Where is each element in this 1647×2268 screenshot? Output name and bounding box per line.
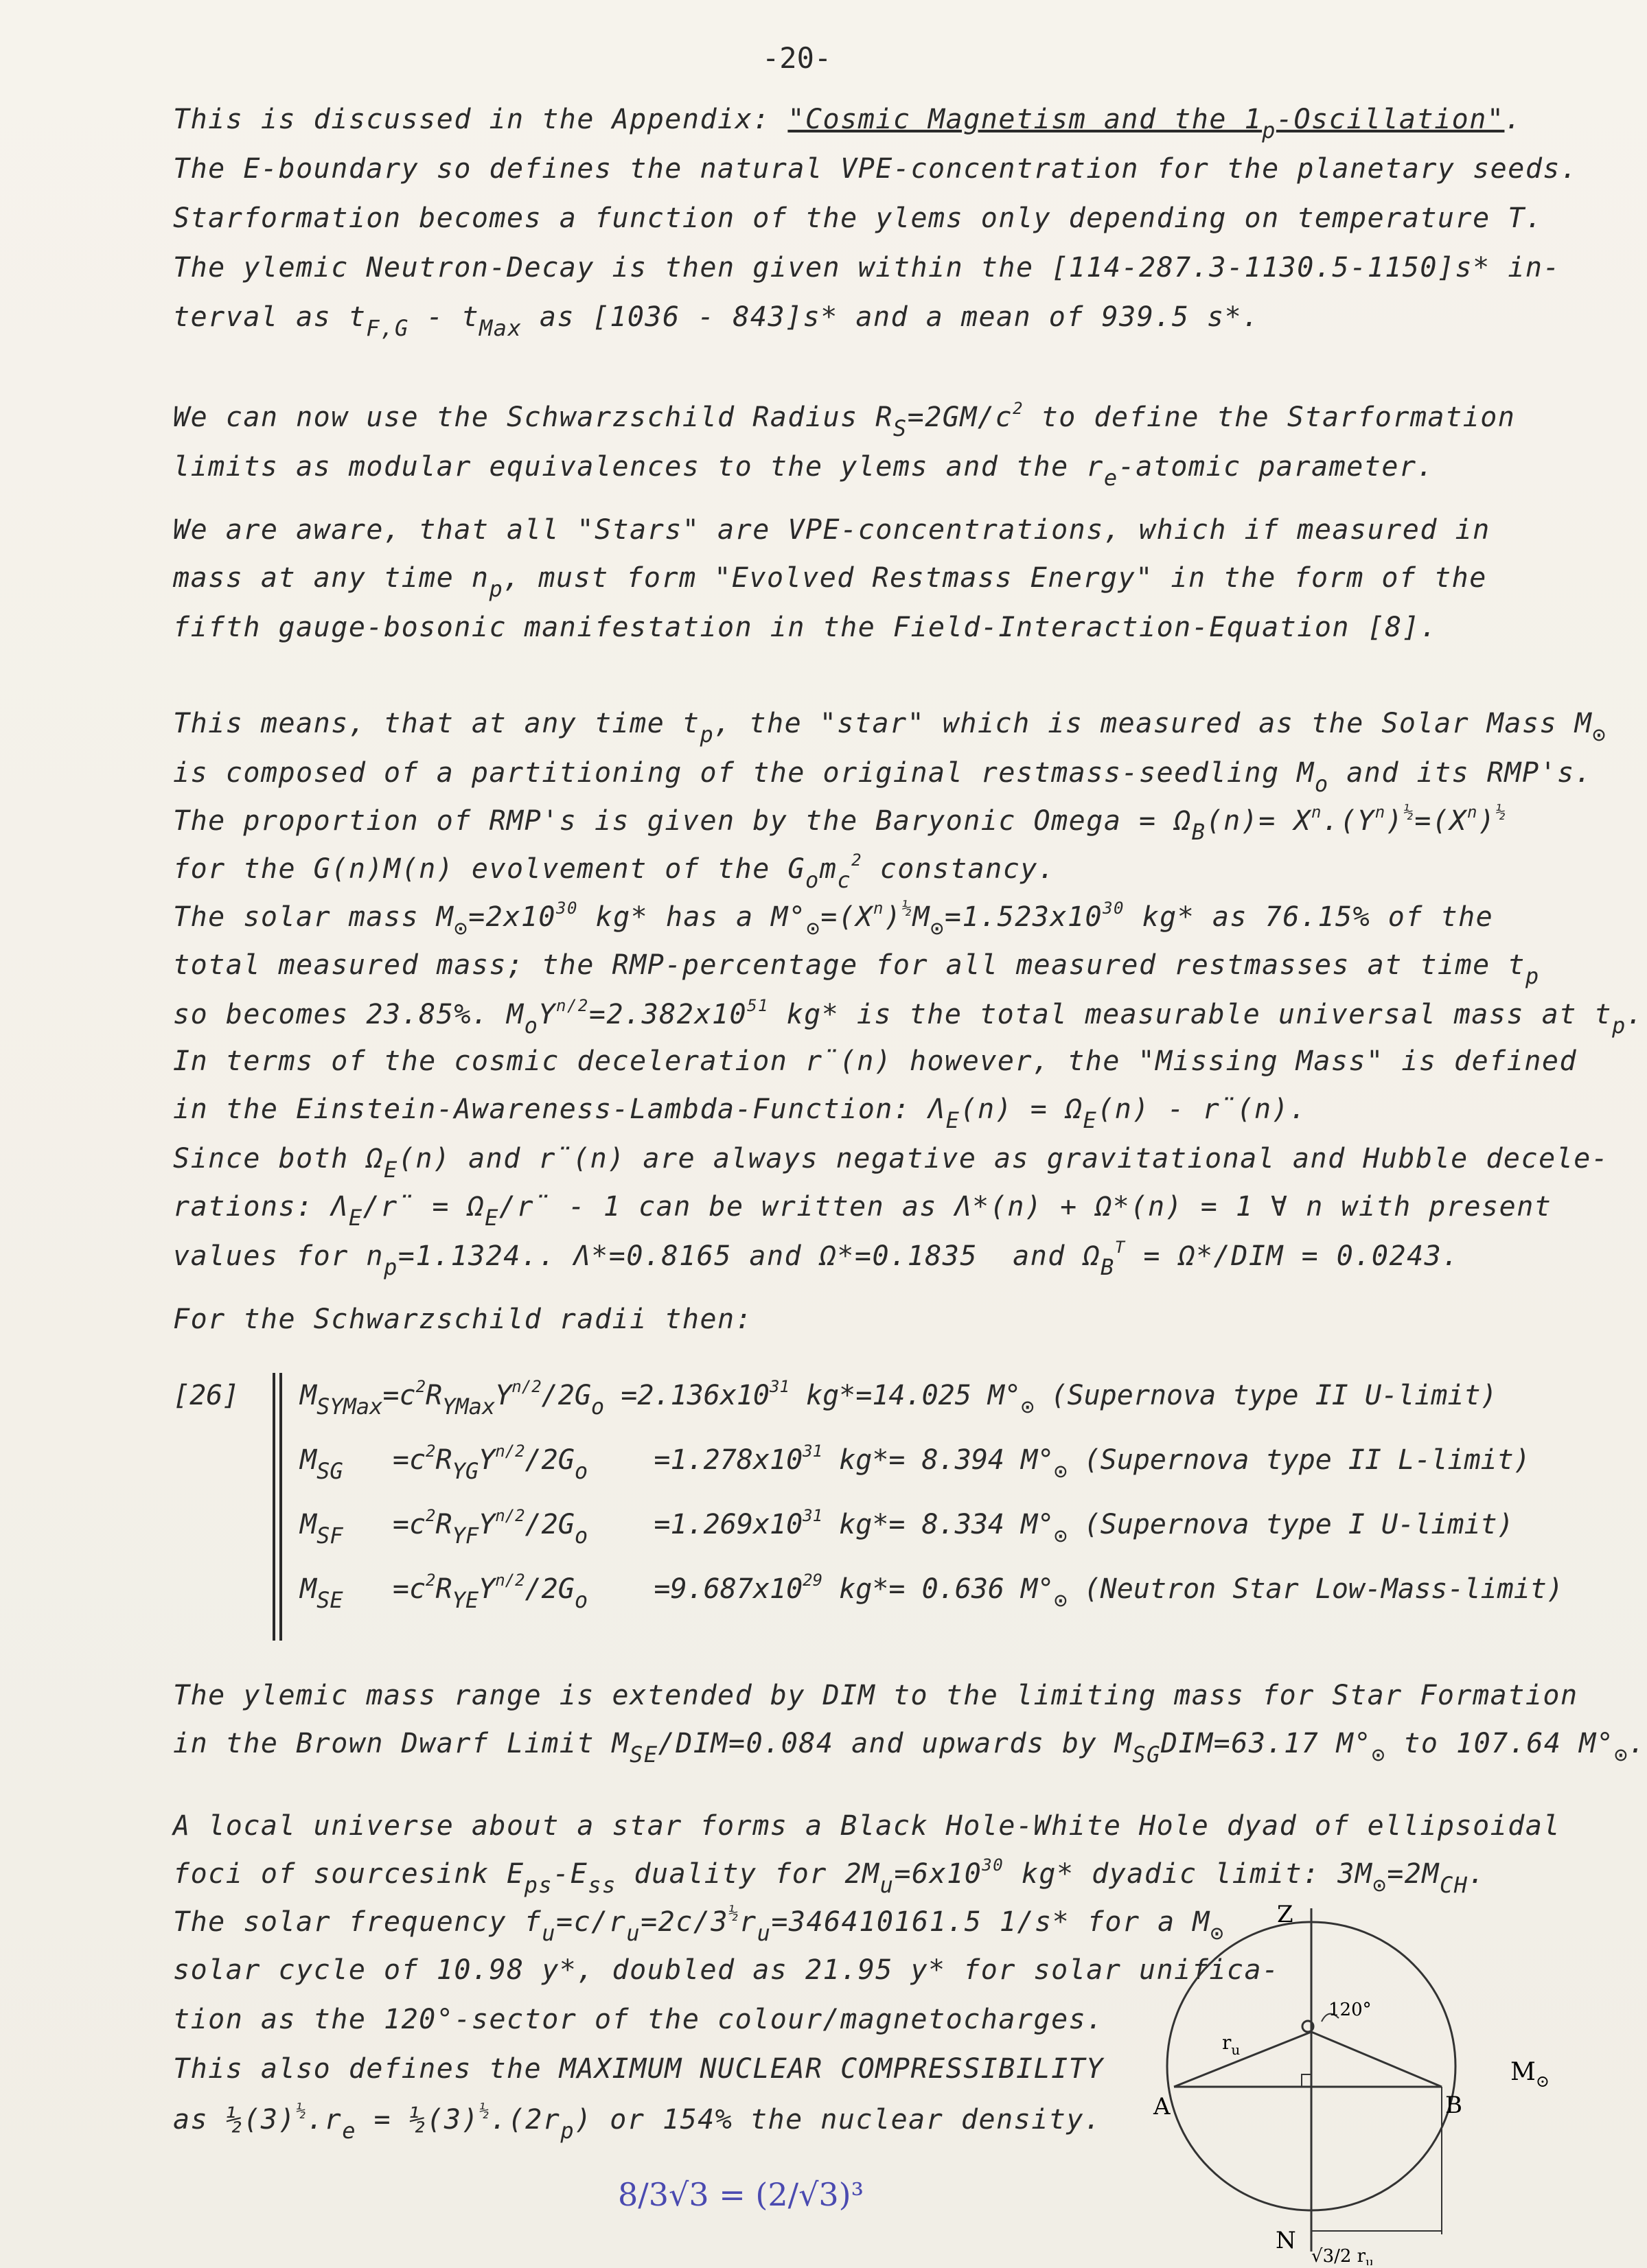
p3-line2: mass at any time $n_p$, must form "Evolved Restmass Energy" in the form of the xyxy=(173,562,1487,602)
p3-line1: We are aware, that all "Stars" are VPE-concentrations, which if measured in xyxy=(173,514,1490,546)
equation-label: [26] xyxy=(173,1380,240,1411)
p2-line2: limits as modular equivalences to the ylems and the $r_e$-atomic parameter. xyxy=(173,451,1435,491)
p4-line13: For the Schwarzschild radii then: xyxy=(173,1304,753,1335)
label-n: N xyxy=(1276,2227,1296,2254)
p5-line2: in the Brown Dwarf Limit $M_{SE}/DIM=0.084$ and upwards by $M_{SG}DIM=63.17$ $M^\circ_⊙$ to 107.64 $M^\circ_⊙$. xyxy=(173,1728,1646,1768)
p4-line11: rations: $\Lambda_E/r̈$ = $\Omega_E/r̈ - 1$ can be written as Λ*(n) + Ω*(n) = 1 ∀ n with present xyxy=(173,1191,1552,1231)
p6-line3: The solar frequency $f_u=c/r_u=2c/3^{\frac{1}{2}}r_u=346410161.5$ 1/s* for a $M_⊙$ xyxy=(173,1903,1225,1946)
p6-line6: This also defines the MAXIMUM NUCLEAR COMPRESSIBILITY xyxy=(173,2053,1104,2085)
p6-line2: foci of sourcesink $E_{ps}-E_{ss}$ duality for $2M_u=6x10^{30}$ kg* dyadic limit: $3M_⊙=2M_{CH}$. xyxy=(173,1855,1486,1898)
p4-line7: so becomes 23.85%. $M_oY^{n/2}=2.382x10^{51}$ kg* is the total measurable universal mass at $t_p$. xyxy=(173,996,1644,1039)
p6-line5: tion as the 120°-sector of the colour/magnetocharges. xyxy=(173,2004,1104,2035)
p1-line1: This is discussed in the Appendix: "Cosmic Magnetism and the $1_p$-Oscillation". xyxy=(173,104,1523,143)
equation-26 xyxy=(173,1377,1563,1634)
equation-bar xyxy=(273,1373,275,1641)
label-ru: $r_u$ xyxy=(1222,2031,1241,2058)
handwritten-fraction-note: 8/3√3 = (2/√3)³ xyxy=(618,2176,864,2213)
equation-row-symax: $M_{SYMax}=c^2R_{YMax}Y^{n/2}/2G_o =2.136x10^{31}$ kg*=14.025 $M^\circ_⊙$ (Supernova type II U-limit) xyxy=(300,1377,1497,1420)
equation-row-se: $M_{SE} =c^2R_{YE}Y^{n/2}/2G_o$ $=9.687x10^{29}$ kg*= 0.636 $M^\circ_⊙$ (Neutron Star Low-Mass-limit) xyxy=(300,1571,1563,1613)
label-bottom: √3/2 $r_u$ xyxy=(1311,2246,1374,2265)
p4-line6: total measured mass; the RMP-percentage for all measured restmasses at time $t_p$ xyxy=(173,949,1540,989)
p4-line10: Since both $\Omega_E(n)$ and r̈(n) are always negative as gravitational and Hubble decele- xyxy=(173,1143,1609,1183)
radius-b xyxy=(1311,2032,1442,2087)
radius-a xyxy=(1174,2032,1311,2087)
p6-line4: solar cycle of 10.98 y*, doubled as 21.95 y* for solar unifica- xyxy=(173,1954,1280,1986)
p1-line5: terval as $t_{F,G} - t_{Max}$ as [1036 - 843]s* and a mean of 939.5 s*. xyxy=(173,301,1260,341)
p1-line2: The E-boundary so defines the natural VPE-concentration for the planetary seeds. xyxy=(173,153,1578,185)
p1-line3: Starformation becomes a function of the ylems only depending on temperature T. xyxy=(173,202,1543,234)
p3-line3: fifth gauge-bosonic manifestation in the Field-Interaction-Equation [8]. xyxy=(173,612,1438,643)
equation-row-sf: $M_{SF} =c^2R_{YF}Y^{n/2}/2G_o$ $=1.269x10^{31}$ kg*= 8.334 $M^\circ_⊙$ (Supernova type I U-limit) xyxy=(300,1506,1514,1549)
label-angle: 120° xyxy=(1328,2000,1372,2020)
p6-line7: as $\frac{1}{2}(3)^{\frac{1}{2}}.r_e$ = $\frac{1}{2}(3)^{\frac{1}{2}}.(2r_p)$ or 154% the nuclear density. xyxy=(173,2101,1102,2144)
p4-line9: in the Einstein-Awareness-Lambda-Function: $\Lambda_E(n) = \Omega_E(n)$ - r̈(n). xyxy=(173,1094,1307,1133)
p4-line12: values for $n_p=1.1324$.. Λ*=0.8165 and Ω*=0.1835 and $\Omega_B^T = \Omega*/DIM = 0.0243$. xyxy=(173,1238,1460,1280)
right-angle-mark xyxy=(1302,2074,1311,2087)
solar-circle-diagram xyxy=(1140,1895,1565,2265)
p4-line3: The proportion of RMP's is given by the Baryonic Omega = $\Omega_B(n)= X^n.(Y^n)^{\frac{1}{2}}=(X^n)^{\frac{1}{2}}$ xyxy=(173,802,1507,845)
label-a: A xyxy=(1153,2093,1171,2120)
equation-row-sg: $M_{SG} =c^2R_{YG}Y^{n/2}/2G_o$ $=1.278x10^{31}$ kg*= 8.394 $M^\circ_⊙$ (Supernova type II L-limit) xyxy=(300,1442,1530,1484)
label-m: $M_⊙$ xyxy=(1510,2058,1550,2091)
p4-line1: This means, that at any time $t_p$, the "star" which is measured as the Solar Mass $M_⊙$ xyxy=(173,708,1607,748)
p4-line5: The solar mass $M_⊙=2x10^{30}$ kg* has a $M^\circ_⊙=(X^n)^{\frac{1}{2}}M_⊙=1.523x10^{30}$ kg* as 76.15% of the xyxy=(173,899,1494,941)
page-number: -20- xyxy=(762,41,832,75)
label-b: B xyxy=(1445,2092,1462,2119)
p4-line4: for the G(n)M(n) evolvement of the $G_om_c^2$ constancy. xyxy=(173,850,1056,893)
p4-line2: is composed of a partitioning of the original restmass-seedling $M_o$ and its RMP's. xyxy=(173,757,1593,797)
equation-bar xyxy=(279,1373,282,1641)
p6-line1: A local universe about a star forms a Black Hole-White Hole dyad of ellipsoidal xyxy=(173,1810,1560,1842)
p4-line8: In terms of the cosmic deceleration r̈(n) however, the "Missing Mass" is defined xyxy=(173,1045,1578,1077)
p1-line4: The ylemic Neutron-Decay is then given within the [114-287.3-1130.5-1150]s* in- xyxy=(173,252,1560,284)
p5-line1: The ylemic mass range is extended by DIM to the limiting mass for Star Formation xyxy=(173,1680,1578,1711)
p2-line1: We can now use the Schwarzschild Radius $R_S=2GM/c^2$ to define the Starformation xyxy=(173,399,1516,441)
label-z: Z xyxy=(1277,1901,1293,1928)
